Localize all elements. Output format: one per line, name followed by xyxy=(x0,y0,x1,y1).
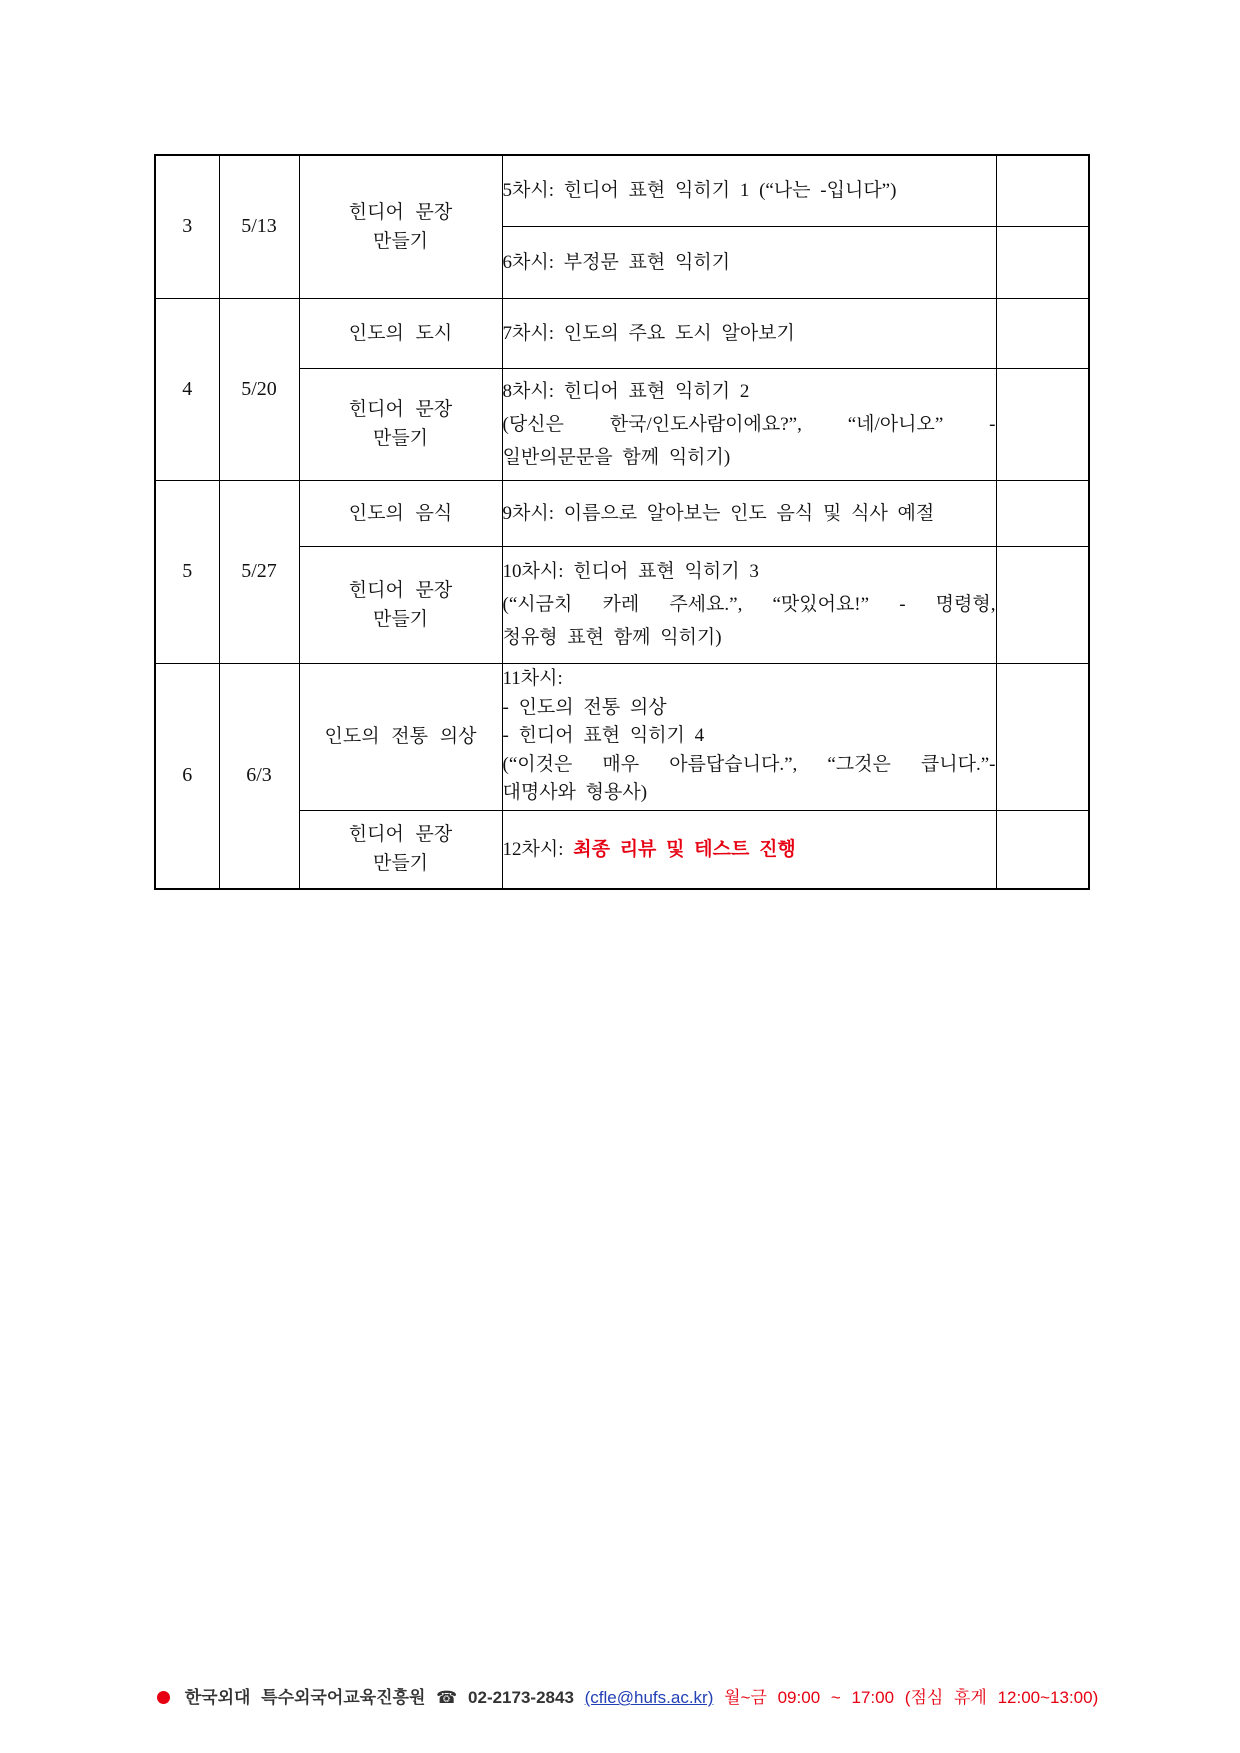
lesson-line: 10차시: 힌디어 표현 익히기 3 xyxy=(502,561,759,582)
schedule-row xyxy=(155,298,1089,368)
topic-cell xyxy=(299,298,502,368)
lesson-cell xyxy=(502,368,996,480)
topic-line: 만들기 xyxy=(372,853,429,875)
topic-cell xyxy=(299,810,502,889)
week-cell xyxy=(155,663,219,889)
lesson-cell xyxy=(502,810,996,889)
topic-line: 인도의 도시 xyxy=(348,322,453,344)
week-number: 4 xyxy=(182,377,193,400)
lesson-line: 청유형 표현 함께 익히기) xyxy=(502,627,722,648)
note-cell xyxy=(996,226,1089,298)
lesson-line: (“이것은 매우 아름답습니다.”, “그것은 큽니다.”- xyxy=(502,753,996,775)
session-date: 6/3 xyxy=(246,764,272,787)
topic-line: 만들기 xyxy=(372,428,429,449)
note-cell xyxy=(996,298,1089,368)
note-cell xyxy=(996,810,1089,889)
schedule-row xyxy=(155,480,1089,546)
lesson-cell xyxy=(502,226,996,298)
footer-hours: 월~금 09:00 ~ 17:00 (점심 휴게 12:00~13:00) xyxy=(724,1688,1099,1707)
schedule-row xyxy=(155,155,1089,226)
topic-line: 인도의 음식 xyxy=(348,502,453,524)
lesson-line: (“시금치 카레 주세요.”, “맛있어요!” - 명령형, xyxy=(502,594,996,615)
topic-line: 힌디어 문장 xyxy=(348,399,453,420)
topic-line: 만들기 xyxy=(372,230,429,252)
phone-icon: ☎ xyxy=(436,1688,458,1708)
topic-line: 힌디어 문장 xyxy=(348,201,453,223)
topic-cell xyxy=(299,480,502,546)
topic-line: 힌디어 문장 xyxy=(348,824,453,846)
topic-cell xyxy=(299,155,502,298)
lesson-line xyxy=(503,833,996,866)
lesson-line: 대명사와 형용사) xyxy=(502,782,648,804)
topic-line: 인도의 전통 의상 xyxy=(324,726,477,747)
lesson-line: 5차시: 힌디어 표현 익히기 1 (“나는 -입니다”) xyxy=(502,180,897,202)
date-cell xyxy=(219,298,299,480)
topic-cell xyxy=(299,546,502,663)
lesson-cell xyxy=(502,663,996,810)
date-cell xyxy=(219,155,299,298)
date-cell xyxy=(219,663,299,889)
lesson-cell xyxy=(502,298,996,368)
date-cell xyxy=(219,480,299,663)
note-cell xyxy=(996,155,1089,226)
footer-phone: 02-2173-2843 xyxy=(468,1688,574,1707)
lesson-label: 12차시: xyxy=(502,838,564,860)
week-number: 5 xyxy=(182,560,193,582)
bullet-dot-icon xyxy=(157,1691,170,1704)
week-cell xyxy=(155,298,219,480)
week-cell xyxy=(155,155,219,298)
lesson-line: 6차시: 부정문 표현 익히기 xyxy=(502,251,731,273)
note-cell xyxy=(996,546,1089,663)
lesson-cell xyxy=(502,546,996,663)
week-number: 6 xyxy=(182,764,193,787)
footer-org: 한국외대 특수외국어교육진흥원 xyxy=(184,1688,426,1707)
topic-cell xyxy=(299,368,502,480)
session-date: 5/27 xyxy=(241,560,277,582)
lesson-line: (당신은 한국/인도사람이에요?”, “네/아니오” - xyxy=(502,413,996,435)
session-date: 5/20 xyxy=(241,377,277,400)
lesson-line: 7차시: 인도의 주요 도시 알아보기 xyxy=(502,322,795,344)
lesson-highlight: 최종 리뷰 및 테스트 진행 xyxy=(573,838,796,860)
topic-cell xyxy=(299,663,502,810)
topic-line: 힌디어 문장 xyxy=(348,579,453,601)
lesson-line: 일반의문문을 함께 익히기) xyxy=(502,446,731,468)
schedule-table xyxy=(154,154,1090,890)
footer xyxy=(157,1687,1098,1709)
lesson-line: 8차시: 힌디어 표현 익히기 2 xyxy=(502,380,750,402)
footer-email-link[interactable]: (cfle@hufs.ac.kr) xyxy=(584,1688,714,1707)
lesson-line: - 힌디어 표현 익히기 4 xyxy=(502,725,705,747)
lesson-line: 9차시: 이름으로 알아보는 인도 음식 및 식사 예절 xyxy=(502,502,935,524)
note-cell xyxy=(996,663,1089,810)
topic-line: 만들기 xyxy=(372,608,429,630)
note-cell xyxy=(996,368,1089,480)
note-cell xyxy=(996,480,1089,546)
session-date: 5/13 xyxy=(241,215,277,238)
lesson-cell xyxy=(502,155,996,226)
lesson-line: 11차시: xyxy=(502,668,563,690)
schedule-row xyxy=(155,663,1089,810)
week-number: 3 xyxy=(182,215,193,238)
week-cell xyxy=(155,480,219,663)
lesson-line: - 인도의 전통 의상 xyxy=(502,696,667,718)
lesson-cell xyxy=(502,480,996,546)
